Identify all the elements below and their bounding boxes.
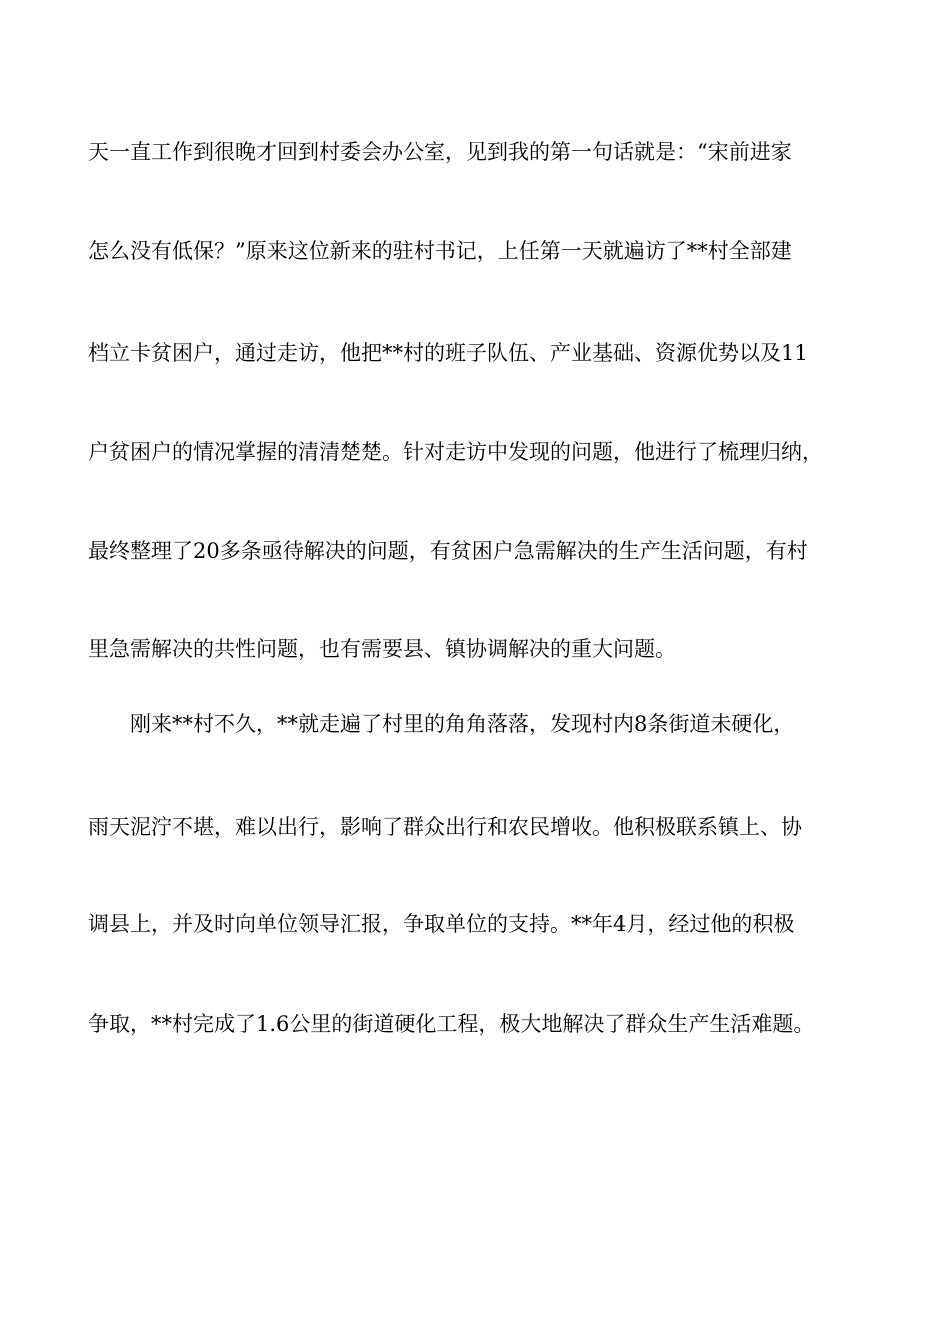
text-line-7: 刚来**村不久，**就走遍了村里的角角落落，发现村内8条街道未硬化， (88, 712, 795, 736)
text-line-3: 档立卡贫困户，通过走访，他把**村的班子队伍、产业基础、资源优势以及11 (88, 341, 808, 365)
text-line-6: 里急需解决的共性问题，也有需要县、镇协调解决的重大问题。 (88, 637, 676, 661)
text-line-4: 户贫困户的情况掌握的清清楚楚。针对走访中发现的问题，他进行了梳理归纳， (88, 440, 823, 464)
text-line-10: 争取，**村完成了1.6公里的街道硬化工程，极大地解决了群众生产生活难题。 (88, 1012, 815, 1036)
text-line-9: 调县上，并及时向单位领导汇报，争取单位的支持。**年4月，经过他的积极 (88, 912, 795, 936)
text-line-8: 雨天泥泞不堪，难以出行，影响了群众出行和农民增收。他积极联系镇上、协 (88, 815, 802, 839)
text-line-5: 最终整理了20多条亟待解决的问题，有贫困户急需解决的生产生活问题，有村 (88, 539, 808, 563)
text-line-1: 天一直工作到很晚才回到村委会办公室，见到我的第一句话就是：“宋前进家 (88, 140, 792, 164)
text-line-2: 怎么没有低保？”原来这位新来的驻村书记，上任第一天就遍访了**村全部建 (88, 239, 792, 263)
